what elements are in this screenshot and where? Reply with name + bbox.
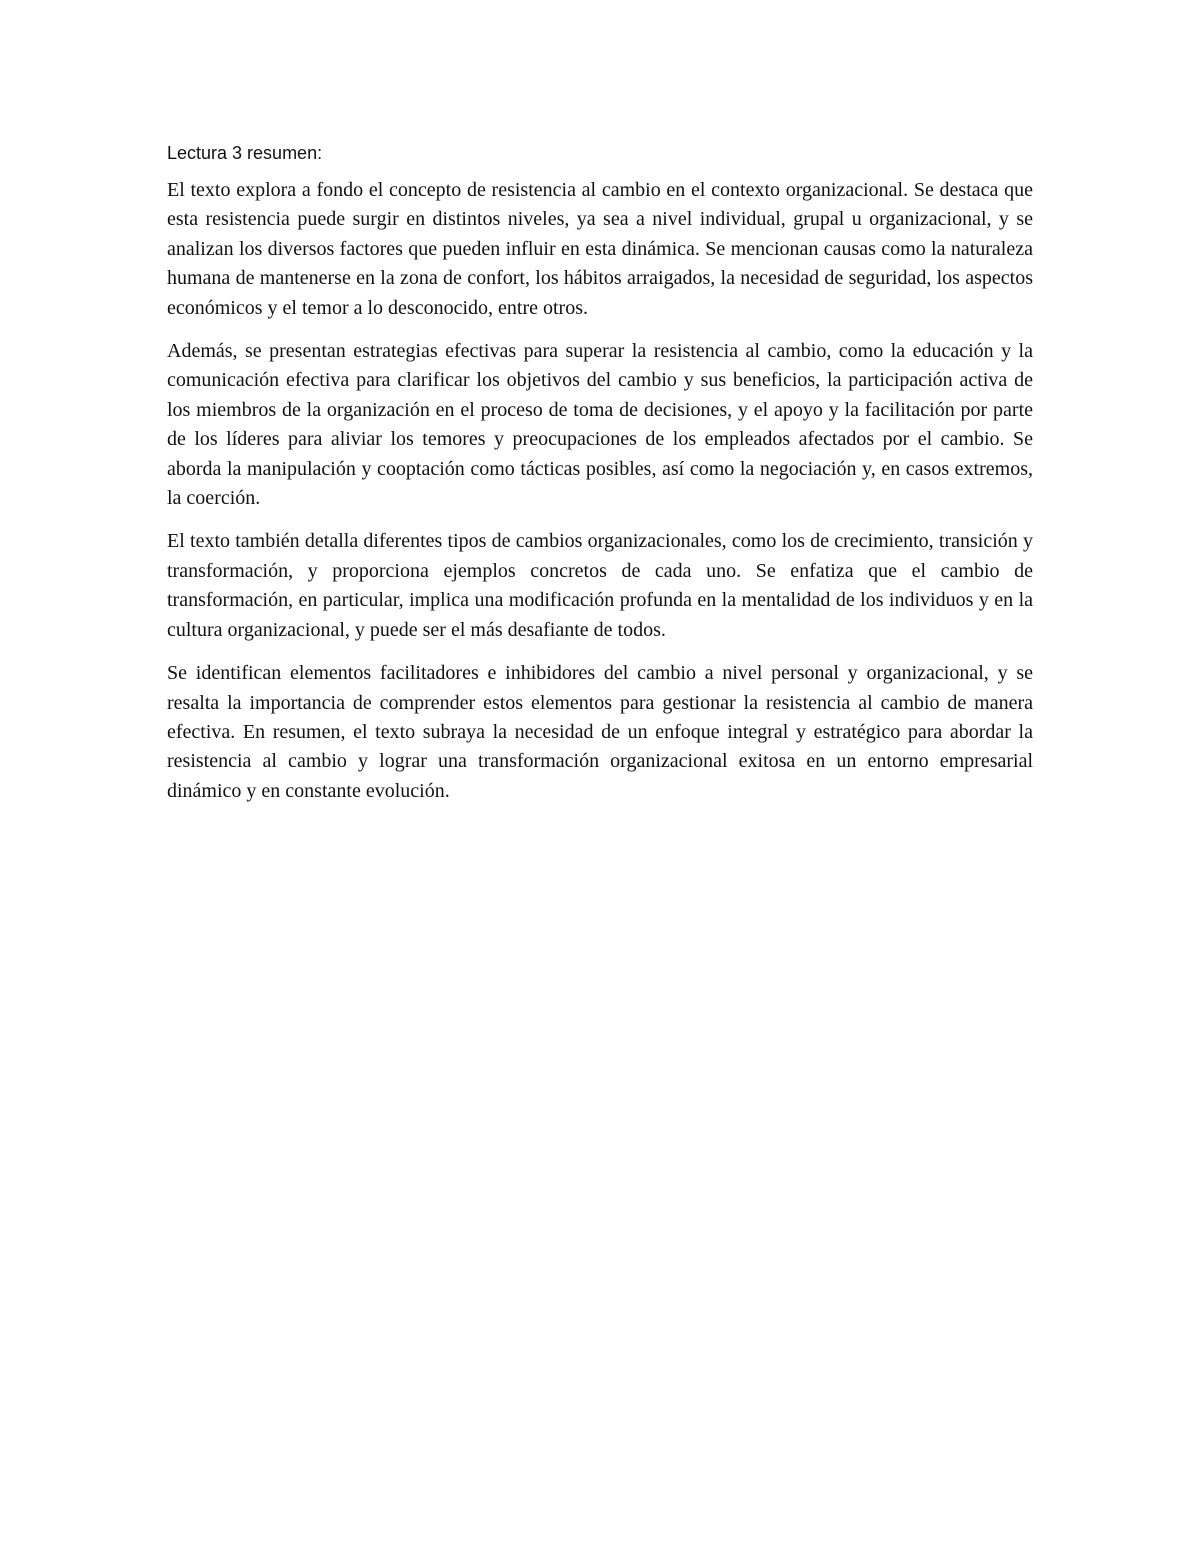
paragraph-2: Además, se presentan estrategias efectivas para superar la resistencia al cambio, como la educación y la comunicación efectiva para clarificar los objetivos del cambio y sus beneficios, la participación activa de los miembros de la organización en el proceso de toma de decisiones, y el apoyo y la facilitación por parte de los líderes para aliviar los temores y preocupaciones de los empleados afectados por el cambio. Se aborda la manipulación y cooptación como tácticas posibles, así como la negociación y, en casos extremos, la coerción. [167,340,1033,510]
document-body [167,138,1033,820]
paragraph-3: El texto también detalla diferentes tipos de cambios organizacionales, como los de crecimiento, transición y transformación, y proporciona ejemplos concretos de cada uno. Se enfatiza que el cambio de transformación, en particular, implica una modificación profunda en la mentalidad de los individuos y en la cultura organizacional, y puede ser el más desafiante de todos. [167,530,1033,641]
paragraph-4: Se identifican elementos facilitadores e inhibidores del cambio a nivel personal y organizacional, y se resalta la importancia de comprender estos elementos para gestionar la resistencia al cambio de manera efectiva. En resumen, el texto subraya la necesidad de un enfoque integral y estratégico para abordar la resistencia al cambio y lograr una transformación organizacional exitosa en un entorno empresarial dinámico y en constante evolución. [167,662,1033,802]
paragraph-1: El texto explora a fondo el concepto de resistencia al cambio en el contexto organizacional. Se destaca que esta resistencia puede surgir en distintos niveles, ya sea a nivel individual, grupal u organizacional, y se analizan los diversos factores que pueden influir en esta dinámica. Se mencionan causas como la naturaleza humana de mantenerse en la zona de confort, los hábitos arraigados, la necesidad de seguridad, los aspectos económicos y el temor a lo desconocido, entre otros. [167,179,1033,319]
document-heading: Lectura 3 resumen: [167,143,323,163]
